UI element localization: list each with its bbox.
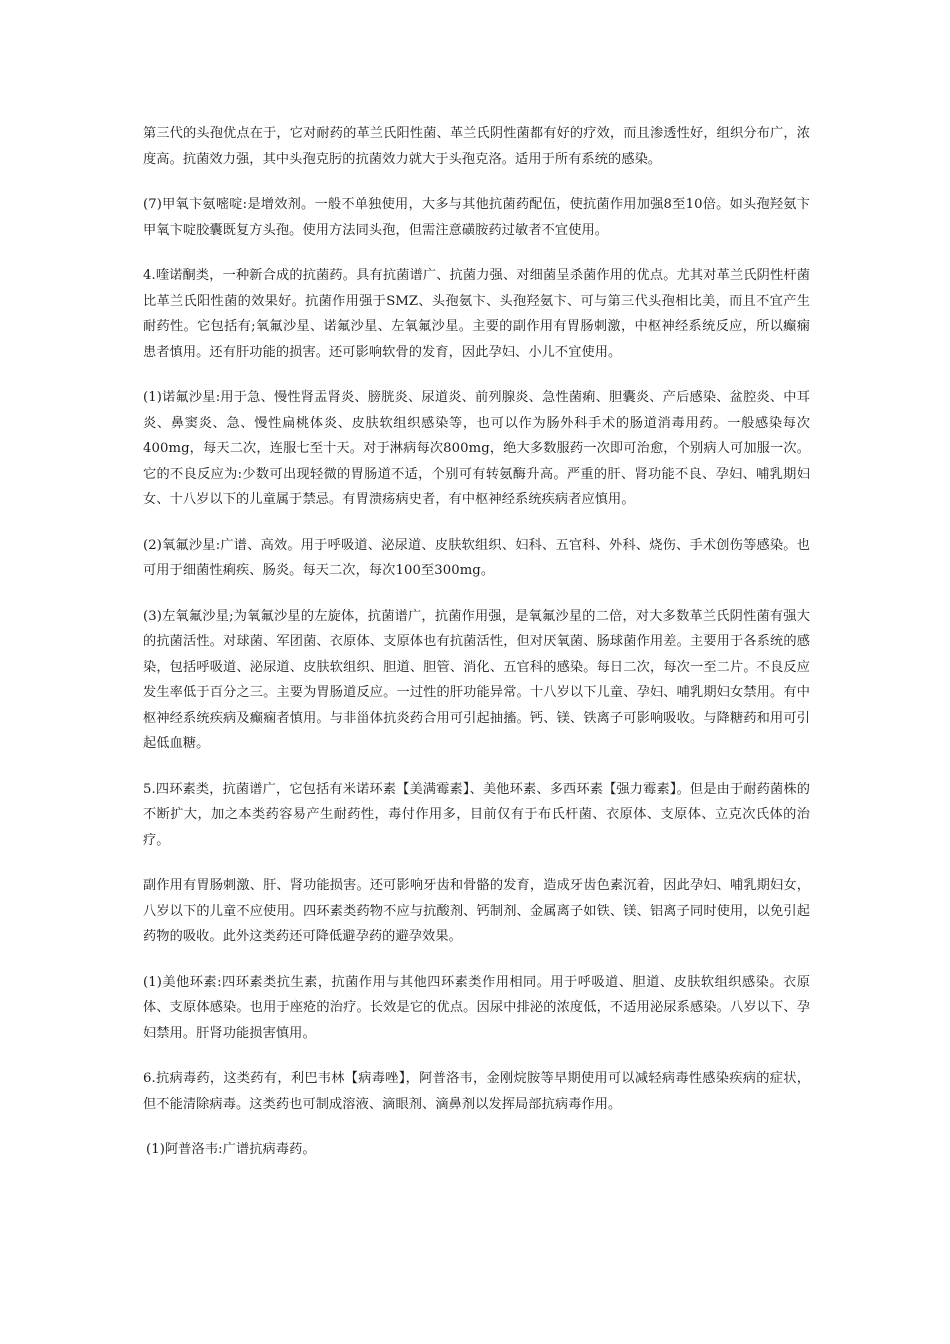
paragraph-third-gen-cephalosporin: 第三代的头孢优点在于，它对耐药的革兰氏阳性菌、革兰氏阴性菌都有好的疗效，而且渗透性好，组织分布广，浓度高。抗菌效力强，其中头孢克肟的抗菌效力就大于头孢克洛。适用于所有系统的感染。 bbox=[143, 126, 810, 167]
paragraph-norfloxacin: (1)诺氟沙星:用于急、慢性肾盂肾炎、膀胱炎、尿道炎、前列腺炎、急性菌痢、胆囊炎、产后感染、盆腔炎、中耳炎、鼻窦炎、急、慢性扁桃体炎、皮肤软组织感染等，也可以作为肠外科手术的肠道消毒用药。一般感染每次400mg，每天二次，连服七至十天。对于淋病每次800mg，绝大多数服药一次即可治愈，个别病人可加服一次。它的不良反应为:少数可出现轻微的胃肠道不适，个别可有转氨酶升高。严重的肝、肾功能不良、孕妇、哺乳期妇女、十八岁以下的儿童属于禁忌。有胃溃疡病史者，有中枢神经系统疾病者应慎用。 bbox=[143, 390, 810, 507]
paragraph-aciclovir: (1)阿普洛韦:广谱抗病毒药。 bbox=[146, 1142, 316, 1157]
paragraph-trimethoprim: (7)甲氧卞氨嘧啶:是增效剂。一般不单独使用，大多与其他抗菌药配伍，使抗菌作用加强8至10倍。如头孢羟氨卞甲氧卞啶胶囊既复方头孢。使用方法同头孢，但需注意磺胺药过敏者不宜使用。 bbox=[143, 197, 810, 238]
paragraph-quinolones: 4.喹诺酮类，一种新合成的抗菌药。具有抗菌谱广、抗菌力强、对细菌呈杀菌作用的优点。尤其对革兰氏阴性杆菌比革兰氏阳性菌的效果好。抗菌作用强于SMZ、头孢氨卞、头孢羟氨卞、可与第三代头孢相比美，而且不宜产生耐药性。它包括有;氧氟沙星、诺氟沙星、左氧氟沙星。主要的副作用有胃肠刺激，中枢神经系统反应，所以癫痫患者慎用。还有肝功能的损害。还可影响软骨的发育，因此孕妇、小儿不宜使用。 bbox=[143, 268, 810, 360]
paragraph-tetracycline-side-effects: 副作用有胃肠刺激、肝、肾功能损害。还可影响牙齿和骨骼的发育，造成牙齿色素沉着，因此孕妇、哺乳期妇女，八岁以下的儿童不应使用。四环素类药物不应与抗酸剂、钙制剂、金属离子如铁、镁、铝离子同时使用，以免引起药物的吸收。此外这类药还可降低避孕药的避孕效果。 bbox=[143, 878, 810, 944]
paragraph-levofloxacin: (3)左氧氟沙星;为氧氟沙星的左旋体，抗菌谱广，抗菌作用强，是氧氟沙星的二倍，对大多数革兰氏阴性菌有强大的抗菌活性。对球菌、军团菌、衣原体、支原体也有抗菌活性，但对厌氧菌、肠球菌作用差。主要用于各系统的感染，包括呼吸道、泌尿道、皮肤软组织、胆道、胆管、消化、五官科的感染。每日二次，每次一至二片。不良反应发生率低于百分之三。主要为胃肠道反应。一过性的肝功能异常。十八岁以下儿童、孕妇、哺乳期妇女禁用。有中枢神经系统疾病及癫痫者慎用。与非甾体抗炎药合用可引起抽搐。钙、镁、铁离子可影响吸收。与降糖药和用可引起低血糖。 bbox=[143, 608, 810, 751]
paragraph-ofloxacin: (2)氧氟沙星:广谱、高效。用于呼吸道、泌尿道、皮肤软组织、妇科、五官科、外科、烧伤、手术创伤等感染。也可用于细菌性痢疾、肠炎。每天二次，每次100至300mg。 bbox=[143, 537, 810, 578]
paragraph-metacycline: (1)美他环素:四环素类抗生素，抗菌作用与其他四环素类作用相同。用于呼吸道、胆道、皮肤软组织感染。衣原体、支原体感染。也用于座疮的治疗。长效是它的优点。因尿中排泌的浓度低，不适用泌尿系感染。八岁以下、孕妇禁用。肝肾功能损害慎用。 bbox=[143, 974, 810, 1041]
paragraph-antivirals: 6.抗病毒药，这类药有，利巴韦林【病毒唑】，阿普洛韦，金刚烷胺等早期使用可以减轻病毒性感染疾病的症状，但不能清除病毒。这类药也可制成溶液、滴眼剂、滴鼻剂以发挥局部抗病毒作用。 bbox=[143, 1071, 810, 1112]
paragraph-tetracyclines: 5.四环素类，抗菌谱广，它包括有米诺环素【美满霉素】、美他环素、多西环素【强力霉素】。但是由于耐药菌株的不断扩大，加之本类药容易产生耐药性，毒付作用多，目前仅有于布氏杆菌、衣原体、支原体、立克次氏体的治疗。 bbox=[143, 781, 810, 848]
